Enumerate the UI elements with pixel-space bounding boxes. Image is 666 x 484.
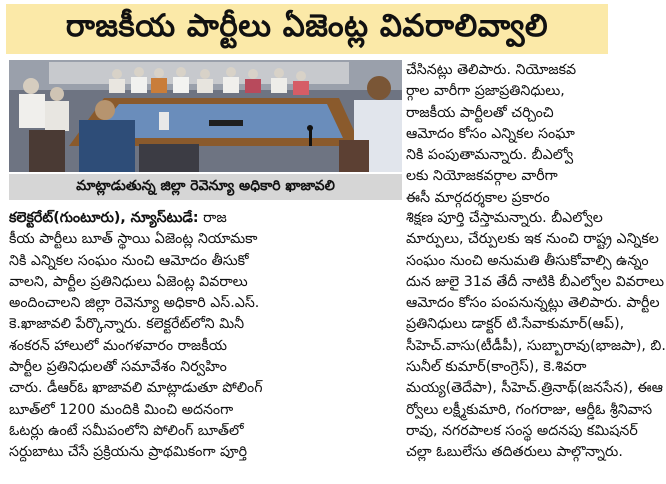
article-line: వాలని, పార్టీల ప్రతినిధులు ఏజెంట్ల వివరాలు bbox=[9, 273, 248, 290]
article-line: శంకరన్ హాలులో మంగళవారం రాజకీయ bbox=[9, 337, 227, 354]
article-line: ఆమోదం కోసం ఎన్నికల సంఘా bbox=[406, 125, 575, 142]
article-line: ప్రతినిధులు డాక్టర్ టి.సేవాకుమార్(ఆప్), bbox=[406, 316, 625, 333]
article-line: సీహెచ్.వాసు(టీడీపీ), సుబ్బారావు(భాజపా), బి. bbox=[406, 337, 666, 354]
article-line: పార్టీల ప్రతినిధులతో సమావేశం నిర్వహిం bbox=[9, 359, 227, 376]
article-line: సర్దుబాటు చేసే ప్రక్రియను ప్రాథమికంగా పూర్తి bbox=[9, 444, 248, 461]
meeting-photo bbox=[9, 60, 402, 172]
article-line: ర్వోలు లక్ష్మీకుమారి, గంగరాజు, ఆర్డీఓ శ్రీనివాస bbox=[406, 401, 653, 418]
article-first-line bbox=[9, 208, 402, 229]
article-line: చారు. డీఆర్‌ఓ ఖాజావలి మాట్లాడుతూ పోలింగ్ bbox=[9, 380, 263, 397]
article-line: శిక్షణ పూర్తి చేస్తామన్నారు. బీఎల్వోల bbox=[406, 210, 603, 226]
article-line: చల్లా ఓబులేసు తదితరులు పాల్గొన్నారు. bbox=[406, 444, 623, 461]
article-line: రావు, నగరపాలక సంస్థ అదనపు కమిషనర్ bbox=[406, 422, 638, 439]
article-line: లకు నియోజకవర్గాల వారీగా bbox=[406, 168, 558, 185]
article-line: సునీల్ కుమార్(కాంగ్రెస్), కె.శివరా bbox=[406, 359, 587, 376]
headline: రాజకీయ పార్టీలు ఏజెంట్ల వివరాలివ్వాలి bbox=[6, 4, 608, 54]
article-line: బూత్‌లో 1200 మందికి మించి అదనంగా bbox=[9, 401, 234, 418]
article-column-right-bottom bbox=[406, 208, 666, 464]
article-column-left bbox=[9, 208, 402, 464]
article-line: చేసినట్లు తెలిపారు. నియోజకవ bbox=[406, 62, 577, 78]
article-line: మార్పులు, చేర్పులకు ఇక నుంచి రాష్ట్ర ఎన్నికల bbox=[406, 231, 659, 248]
article-line: ఈసీ మార్గదర్శకాల ప్రకారం bbox=[406, 189, 550, 206]
article-line: నికి ఎన్నికల సంఘం నుంచి ఆమోదం తీసుకో bbox=[9, 252, 249, 269]
article-line: కీయ పార్టీలు బూత్ స్థాయి ఏజెంట్ల నియామకా bbox=[9, 231, 258, 248]
article-line: నికి పంపుతామన్నారు. బీఎల్వో bbox=[406, 147, 574, 164]
article-line: ఓటర్లు ఉంటే సమీపంలోని పోలింగ్ బూత్‌లో bbox=[9, 422, 244, 439]
article-line: కె.ఖాజావలి పేర్కొన్నారు. కలెక్టరేట్‌లోని మినీ bbox=[9, 316, 245, 333]
article-column-right-top bbox=[406, 60, 610, 209]
article-line: రాజ bbox=[198, 210, 227, 226]
article-line: మయ్య(తెదేపా), సీహెచ్.త్రినాథ్(జనసేన), ఈఆ bbox=[406, 380, 663, 397]
article-line: అందించాలని జిల్లా రెవెన్యూ అధికారి ఎస్.ఎస్. bbox=[9, 295, 260, 312]
dateline: కలెక్టరేట్(గుంటూరు), న్యూస్‌టుడే: bbox=[9, 210, 199, 226]
article-line: ర్గాల వారీగా ప్రజాప్రతినిధులు, bbox=[406, 83, 565, 100]
photo-caption: మాట్లాడుతున్న జిల్లా రెవెన్యూ అధికారి ఖాజావలి bbox=[9, 174, 402, 200]
article-line: రాజకీయ పార్టీలతో చర్చించి bbox=[406, 104, 554, 121]
article-line: ఆమోదం కోసం పంపనున్నట్లు తెలిపారు. పార్టీల bbox=[406, 295, 660, 312]
article-line: సంఘం నుంచి అనుమతి తీసుకోవాల్సి ఉన్నం bbox=[406, 252, 649, 269]
article-line: దున జులై 31వ తేదీ నాటికి బీఎల్వోల వివరాలు bbox=[406, 273, 665, 290]
